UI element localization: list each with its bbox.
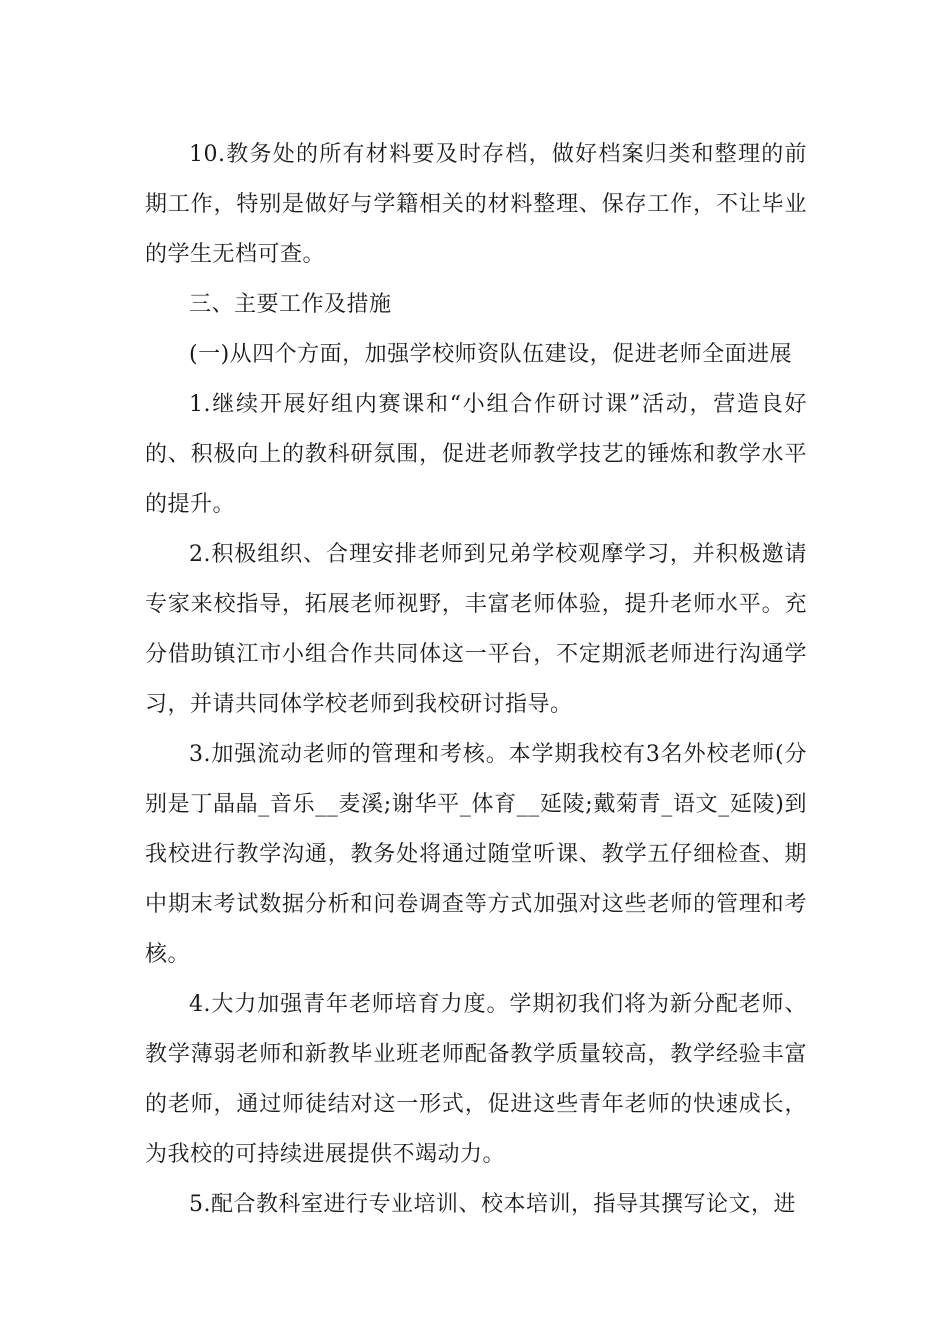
paragraph-item-4: 4.大力加强青年老师培育力度。学期初我们将为新分配老师、教学薄弱老师和新教毕业班老师配备教学质量较高，教学经验丰富的老师，通过师徒结对这一形式，促进这些青年老师的快速成长，为我校的可持续进展提供不竭动力。 [145,992,807,1167]
paragraph-item-5: 5.配合教科室进行专业培训、校本培训，指导其撰写论文，进 [189,1192,796,1217]
section-heading-main-work: 三、主要工作及措施 [189,292,392,317]
subsection-heading-teacher-team: (一)从四个方面，加强学校师资队伍建设，促进老师全面进展 [189,342,793,367]
paragraph-item-3: 3.加强流动老师的管理和考核。本学期我校有3名外校老师(分别是丁晶晶_音乐__麦溪;谢华平_体育__延陵;戴菊青_语文_延陵)到我校进行教学沟通，教务处将通过随堂听课、教学五仔细检查、期中期末考试数据分析和问卷调查等方式加强对这些老师的管理和考核。 [145,742,807,967]
paragraph-item-2: 2.积极组织、合理安排老师到兄弟学校观摩学习，并积极邀请专家来校指导，拓展老师视野，丰富老师体验，提升老师水平。充分借助镇江市小组合作共同体这一平台，不定期派老师进行沟通学习，并请共同体学校老师到我校研讨指导。 [145,542,807,717]
paragraph-archive-work: 10.教务处的所有材料要及时存档，做好档案归类和整理的前期工作，特别是做好与学籍相关的材料整理、保存工作，不让毕业的学生无档可查。 [145,142,807,267]
document-body [145,130,807,1230]
paragraph-item-1: 1.继续开展好组内赛课和“小组合作研讨课”活动，营造良好的、积极向上的教科研氛围，促进老师教学技艺的锤炼和教学水平的提升。 [145,392,807,517]
